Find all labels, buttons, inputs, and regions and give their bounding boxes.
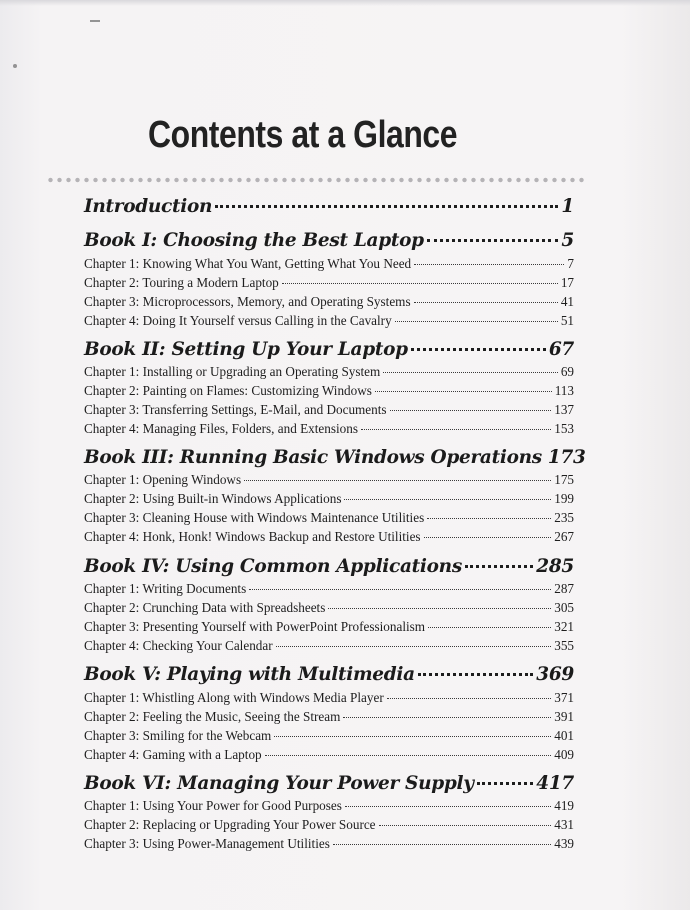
- chapter-label: Chapter 4: Gaming with a Laptop: [84, 747, 262, 762]
- dot-leader: [265, 755, 552, 756]
- dot-leader: [375, 391, 552, 392]
- chapter-page-number: 51: [560, 313, 574, 328]
- chapter-label: Chapter 2: Using Built-in Windows Applications: [84, 491, 342, 506]
- entry-label: Book V: Playing with Multimedia: [84, 664, 415, 685]
- page-title: Contents at a Glance: [148, 114, 458, 156]
- chapter-page-number: 439: [554, 836, 574, 851]
- entry-label: Book IV: Using Common Applications: [84, 556, 462, 577]
- dot-leader: [414, 264, 564, 265]
- page-top-shadow: [0, 0, 690, 6]
- entry-label: Book II: Setting Up Your Laptop: [84, 339, 408, 360]
- dot-leader: [387, 698, 552, 699]
- chapter-label: Chapter 1: Using Your Power for Good Purposes: [84, 798, 342, 813]
- chapter-page-number: 419: [554, 798, 574, 813]
- chapter-label: Chapter 4: Honk, Honk! Windows Backup and Restore Utilities: [84, 529, 421, 544]
- chapter-page-number: 401: [554, 728, 574, 743]
- dot-leader: [427, 518, 551, 519]
- dot-leader: [345, 806, 551, 807]
- dot-leader: [477, 782, 534, 785]
- toc-chapter-entry: [84, 510, 574, 526]
- chapter-label: Chapter 2: Crunching Data with Spreadsheets: [84, 600, 326, 615]
- toc-entry-book-6: [84, 773, 574, 794]
- chapter-label: Chapter 2: Touring a Modern Laptop: [84, 275, 279, 290]
- chapter-page-number: 391: [554, 709, 574, 724]
- toc-chapter-entry: [84, 275, 574, 291]
- chapter-page-number: 355: [554, 638, 574, 653]
- toc-chapter-entry: [84, 798, 574, 814]
- toc-chapter-entry: [84, 472, 574, 488]
- chapter-page-number: 113: [554, 383, 574, 398]
- toc-chapter-entry: [84, 364, 574, 380]
- chapter-label: Chapter 2: Feeling the Music, Seeing the Stream: [84, 709, 341, 724]
- chapter-page-number: 41: [560, 294, 574, 309]
- chapter-page-number: 17: [560, 275, 574, 290]
- page-mark: [90, 20, 100, 22]
- dot-leader: [411, 348, 546, 351]
- toc-chapter-entry: [84, 747, 574, 763]
- entry-label: Book I: Choosing the Best Laptop: [84, 230, 424, 251]
- chapter-page-number: 287: [554, 581, 574, 596]
- dot-leader: [361, 429, 551, 430]
- chapter-label: Chapter 3: Smiling for the Webcam: [84, 728, 272, 743]
- chapter-label: Chapter 1: Opening Windows: [84, 472, 242, 487]
- toc-chapter-entry: [84, 709, 574, 725]
- chapter-label: Chapter 2: Painting on Flames: Customizing Windows: [84, 383, 372, 398]
- toc-chapter-entry: [84, 402, 574, 418]
- entry-page-number: 285: [536, 556, 574, 577]
- chapter-page-number: 305: [554, 600, 574, 615]
- chapter-page-number: 267: [554, 529, 574, 544]
- toc-chapter-entry: [84, 491, 574, 507]
- dot-leader: [333, 844, 551, 845]
- entry-page-number: 369: [536, 664, 574, 685]
- chapter-page-number: 235: [554, 510, 574, 525]
- chapter-label: Chapter 3: Presenting Yourself with PowerPoint Professionalism: [84, 619, 426, 634]
- entry-page-number: 5: [561, 230, 574, 251]
- chapter-label: Chapter 4: Doing It Yourself versus Calling in the Cavalry: [84, 313, 392, 328]
- dot-leader: [379, 825, 552, 826]
- chapter-page-number: 321: [554, 619, 574, 634]
- dot-leader: [383, 372, 558, 373]
- toc-chapter-entry: [84, 256, 574, 272]
- dot-leader: [276, 646, 552, 647]
- dot-leader: [390, 410, 552, 411]
- toc-chapter-entry: [84, 600, 574, 616]
- toc-entry-book-3: [84, 447, 586, 468]
- chapter-label: Chapter 1: Knowing What You Want, Getting What You Need: [84, 256, 412, 271]
- chapter-label: Chapter 3: Microprocessors, Memory, and Operating Systems: [84, 294, 411, 309]
- dot-leader: [282, 283, 558, 284]
- chapter-label: Chapter 4: Checking Your Calendar: [84, 638, 273, 653]
- chapter-page-number: 137: [554, 402, 574, 417]
- toc-chapter-entry: [84, 619, 574, 635]
- chapter-page-number: 69: [560, 364, 574, 379]
- chapter-label: Chapter 3: Using Power-Management Utilities: [84, 836, 330, 851]
- dot-leader: [249, 589, 551, 590]
- chapter-label: Chapter 4: Managing Files, Folders, and Extensions: [84, 421, 358, 436]
- dot-leader: [414, 302, 558, 303]
- dot-leader: [244, 480, 551, 481]
- dot-leader: [424, 537, 552, 538]
- toc-chapter-entry: [84, 383, 574, 399]
- entry-page-number: 173: [547, 447, 586, 468]
- chapter-label: Chapter 3: Transferring Settings, E-Mail, and Documents: [84, 402, 387, 417]
- entry-page-number: 67: [548, 339, 574, 360]
- chapter-page-number: 409: [554, 747, 574, 762]
- dot-leader: [465, 565, 533, 568]
- chapter-page-number: 199: [554, 491, 574, 506]
- toc-chapter-entry: [84, 638, 574, 654]
- dot-leader: [395, 321, 558, 322]
- chapter-page-number: 7: [567, 256, 574, 271]
- toc-chapter-entry: [84, 313, 574, 329]
- toc-entry-introduction: [84, 196, 574, 217]
- chapter-page-number: 153: [554, 421, 574, 436]
- dot-leader: [343, 717, 551, 718]
- dot-leader: [274, 736, 551, 737]
- dot-leader: [328, 608, 551, 609]
- dot-leader: [344, 499, 551, 500]
- toc-chapter-entry: [84, 690, 574, 706]
- dot-leader: [428, 627, 551, 628]
- dot-leader: [418, 673, 533, 676]
- toc-entry-book-2: [84, 339, 574, 360]
- entry-page-number: 1: [561, 196, 574, 217]
- title-dotted-rule: [46, 176, 586, 184]
- dot-leader: [215, 205, 558, 208]
- chapter-label: Chapter 3: Cleaning House with Windows Maintenance Utilities: [84, 510, 425, 525]
- chapter-page-number: 431: [554, 817, 574, 832]
- chapter-page-number: 371: [554, 690, 574, 705]
- toc-chapter-entry: [84, 529, 574, 545]
- page-speck: [13, 64, 17, 68]
- chapter-label: Chapter 1: Writing Documents: [84, 581, 247, 596]
- toc-chapter-entry: [84, 817, 574, 833]
- chapter-label: Chapter 2: Replacing or Upgrading Your Power Source: [84, 817, 376, 832]
- entry-page-number: 417: [536, 773, 574, 794]
- toc-entry-book-4: [84, 556, 574, 577]
- toc-entry-book-5: [84, 664, 574, 685]
- chapter-label: Chapter 1: Installing or Upgrading an Operating System: [84, 364, 381, 379]
- toc-entry-book-1: [84, 230, 574, 251]
- entry-label: Book VI: Managing Your Power Supply: [84, 773, 474, 794]
- toc-chapter-entry: [84, 581, 574, 597]
- toc-chapter-entry: [84, 421, 574, 437]
- toc-chapter-entry: [84, 836, 574, 852]
- entry-label: Introduction: [84, 196, 213, 217]
- toc-chapter-entry: [84, 728, 574, 744]
- chapter-label: Chapter 1: Whistling Along with Windows Media Player: [84, 690, 384, 705]
- dot-leader: [427, 239, 559, 242]
- toc-chapter-entry: [84, 294, 574, 310]
- entry-label: Book III: Running Basic Windows Operations: [84, 447, 542, 468]
- chapter-page-number: 175: [554, 472, 574, 487]
